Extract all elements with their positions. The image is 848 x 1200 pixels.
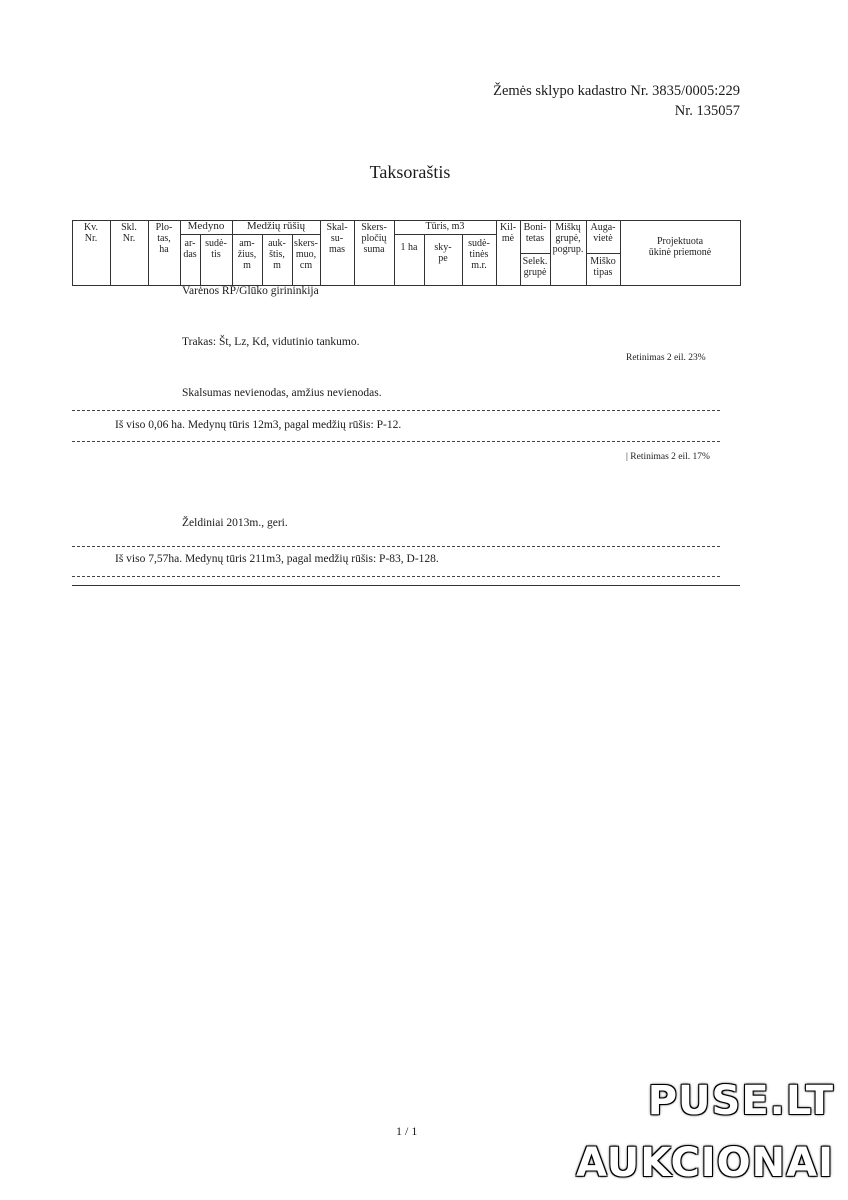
cell-proj: | Retinimas 2 eil. 17% — [626, 452, 710, 462]
total-row: Iš viso 7,57ha. Medynų tūris 211m3, pagal medžių rūšis: P-83, D-128. — [115, 553, 439, 565]
table-header — [72, 220, 740, 286]
header-misko-tipas: Miško tipas — [590, 256, 616, 278]
section-label: Varėnos RP/Glūko girininkija — [182, 285, 319, 297]
header-skl: Skl. Nr. — [121, 222, 137, 244]
watermark-line-2: AUKCIONAI — [576, 1140, 834, 1186]
divider — [72, 576, 720, 577]
note-trakas: Trakas: Št, Lz, Kd, vidutinio tankumo. — [182, 336, 360, 348]
table-bottom-line — [72, 585, 740, 586]
header-ardas: ar- das — [183, 238, 197, 260]
header-turis-sklype: sky- pe — [434, 242, 452, 264]
header-turis-sudetines: sudė- tinės m.r. — [468, 238, 490, 271]
header-skersploc: Skers- pločių suma — [361, 222, 387, 255]
header-misku-grupe: Miškų grupė, pogrup. — [552, 222, 584, 255]
note-zeldiniai: Želdiniai 2013m., geri. — [182, 517, 288, 529]
cell-proj: Retinimas 2 eil. 23% — [626, 353, 706, 363]
header-aukstis: auk- štis, m — [268, 238, 286, 271]
page-title: Taksoraštis — [369, 162, 451, 182]
page-number: 1 / 1 — [396, 1124, 418, 1138]
header-turis: Tūris, m3 — [425, 221, 465, 232]
header-mediu-rusiu: Medžių rūšių — [246, 220, 306, 232]
divider — [72, 546, 720, 547]
total-row: Iš viso 0,06 ha. Medynų tūris 12m3, pagal medžių rūšis: P-12. — [115, 419, 402, 431]
header-sudetis: sudė- tis — [205, 238, 227, 260]
header-amzius: am- žius, m — [237, 238, 257, 271]
header-skersmuo: skers- muo, cm — [294, 238, 318, 271]
header-kv: Kv. Nr. — [83, 222, 99, 244]
header-skalsumas: Skal- su- mas — [326, 222, 348, 255]
header-bonitetas: Boni- tetas — [523, 222, 547, 244]
header-plotas: Plo- tas, ha — [155, 222, 173, 255]
document-number: Nr. 135057 — [674, 103, 740, 119]
divider — [72, 410, 720, 411]
header-turis-1ha: 1 ha — [400, 242, 418, 253]
header-medyno: Medyno — [187, 220, 225, 232]
note-skalsumas: Skalsumas nevienodas, amžius nevienodas. — [182, 387, 382, 399]
header-selek: Selek. grupė — [522, 256, 548, 278]
divider — [72, 441, 720, 442]
header-kilme: Kil- mė — [499, 222, 517, 244]
watermark-line-1: PUSE.LT — [647, 1078, 834, 1124]
cadastre-number: Žemės sklypo kadastro Nr. 3835/0005:229 — [493, 83, 740, 99]
header-projektuota: Projektuota ūkinė priemonė — [648, 236, 712, 258]
header-augaviete: Auga- vietė — [590, 222, 616, 244]
